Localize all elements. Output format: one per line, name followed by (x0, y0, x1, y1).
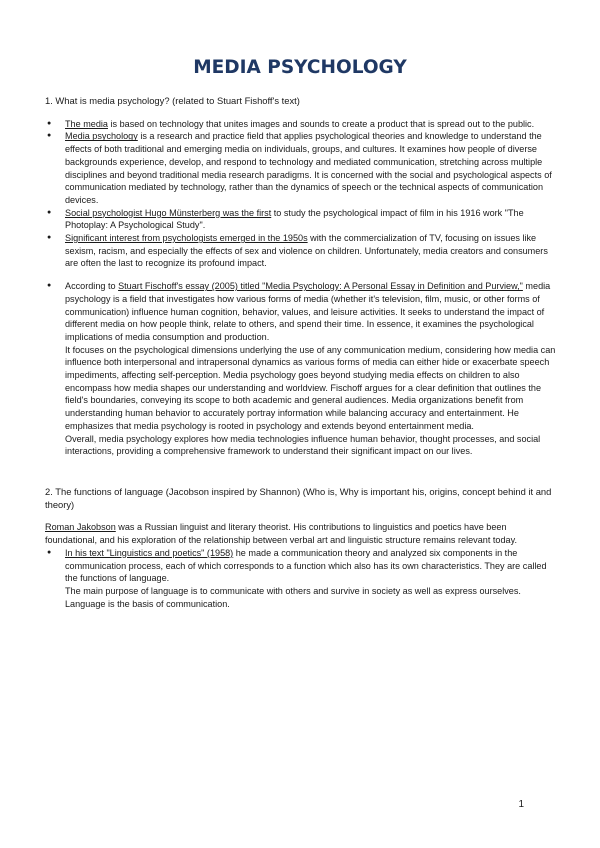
bullet-text: is a research and practice field that applies psychological theories and knowledge to understand the effects of both traditional and emerging media on individuals, groups, and cultures. It examines how people of diverse backgrounds experience, develop, and respond to technology and mediated communication, stretching across multiple disciplines and beyond traditional media research paradigms. It is concerned with the social and psychological aspects of communication mediated by technology, rather than the dynamics of speech or the technical aspects of communication devices. (65, 131, 552, 205)
underlined-term: Social psychologist Hugo Münsterberg was the first (65, 207, 272, 218)
bullet-text: to study the psychological impact of film in his 1916 work "The Photoplay: A Psychological Study". (65, 207, 524, 231)
section-1-bullets (45, 118, 557, 270)
bullet-text: he made a communication theory and analyzed six components in the communication process, each of which corresponds to a function which also has its own characteristics. They are called the functions of language. (65, 547, 547, 584)
underlined-term: Roman Jakobson (45, 522, 116, 533)
paragraph-text: was a Russian linguist and literary theorist. His contributions to linguistics and poetics have been foundational, and his exploration of the relationship between verbal art and linguistic structure remains relevant today. (45, 522, 517, 546)
section-2-bullets (45, 547, 557, 611)
paragraph: It focuses on the psychological dimensions underlying the use of any communication medium, considering how media can influence both interpersonal and intrapersonal dynamics as various forms of media can either hide or exacerbate speech impediments, affecting self-perception. Media psychology goes beyond studying media effects on children to also encompass how media shapes our understanding and worldview. Fischoff argues for a clear definition that outlines the field's boundaries, conveying its scope to both academic and general audiences. Media organizations benefit from understanding human behavior to accurately portray information while balancing accuracy and entertainment. He emphasizes that media psychology is rooted in psychology and extends beyond entertainment media. (65, 344, 556, 431)
underlined-term: The media (65, 118, 108, 129)
underlined-term: Media psychology (65, 131, 138, 142)
section-2-intro (45, 521, 557, 546)
list-item (45, 547, 557, 611)
bullet-text: According to (65, 281, 119, 292)
section-1-fischoff (45, 280, 557, 458)
list-item (45, 280, 557, 458)
section-1-heading: 1. What is media psychology? (related to Stuart Fishoff's text) (45, 95, 300, 106)
underlined-term: Stuart Fischoff's essay (2005) titled "Media Psychology: A Personal Essay in Definition and Purview," (118, 281, 523, 292)
paragraph: Overall, media psychology explores how media technologies influence human behavior, thought processes, and social interactions, providing a comprehensive framework to understand their significant impact on our lives. (65, 433, 541, 457)
list-item (45, 207, 557, 232)
list-item (45, 130, 557, 206)
bullet-text: with the commercialization of TV, focusing on issues like sexism, racism, and especially the effects of sex and violence on children. Unfortunately, media creators and consumers are often the last to recognize its profound impact. (65, 233, 548, 269)
document-body (45, 95, 557, 610)
underlined-term: In his text "Linguistics and poetics" (1958) (65, 547, 234, 558)
page-title: MEDIA PSYCHOLOGY (193, 57, 407, 78)
section-2-heading: 2. The functions of language (Jacobson inspired by Shannon) (Who is, Why is important his, origins, concept behind it and theory) (45, 485, 552, 510)
page-number: 1 (518, 799, 524, 810)
paragraph: The main purpose of language is to communicate with others and survive in society as well as express ourselves. Language is the basis of communication. (65, 585, 521, 609)
underlined-term: Significant interest from psychologists emerged in the 1950s (65, 233, 308, 244)
bullet-text: is based on technology that unites images and sounds to create a product that is spread out to the public. (107, 118, 535, 129)
list-item (45, 232, 557, 270)
bullet-text: media psychology is a field that investigates how various forms of media (whether it's television, film, music, or other forms of communication) influence human cognition, behavior, values, and leisure activities. It seeks to understand the impact of different media on how people think, relate to others, and spend their time. In essence, it examines the psychological implications of media consumption and production. (65, 281, 551, 342)
list-item (45, 118, 557, 131)
